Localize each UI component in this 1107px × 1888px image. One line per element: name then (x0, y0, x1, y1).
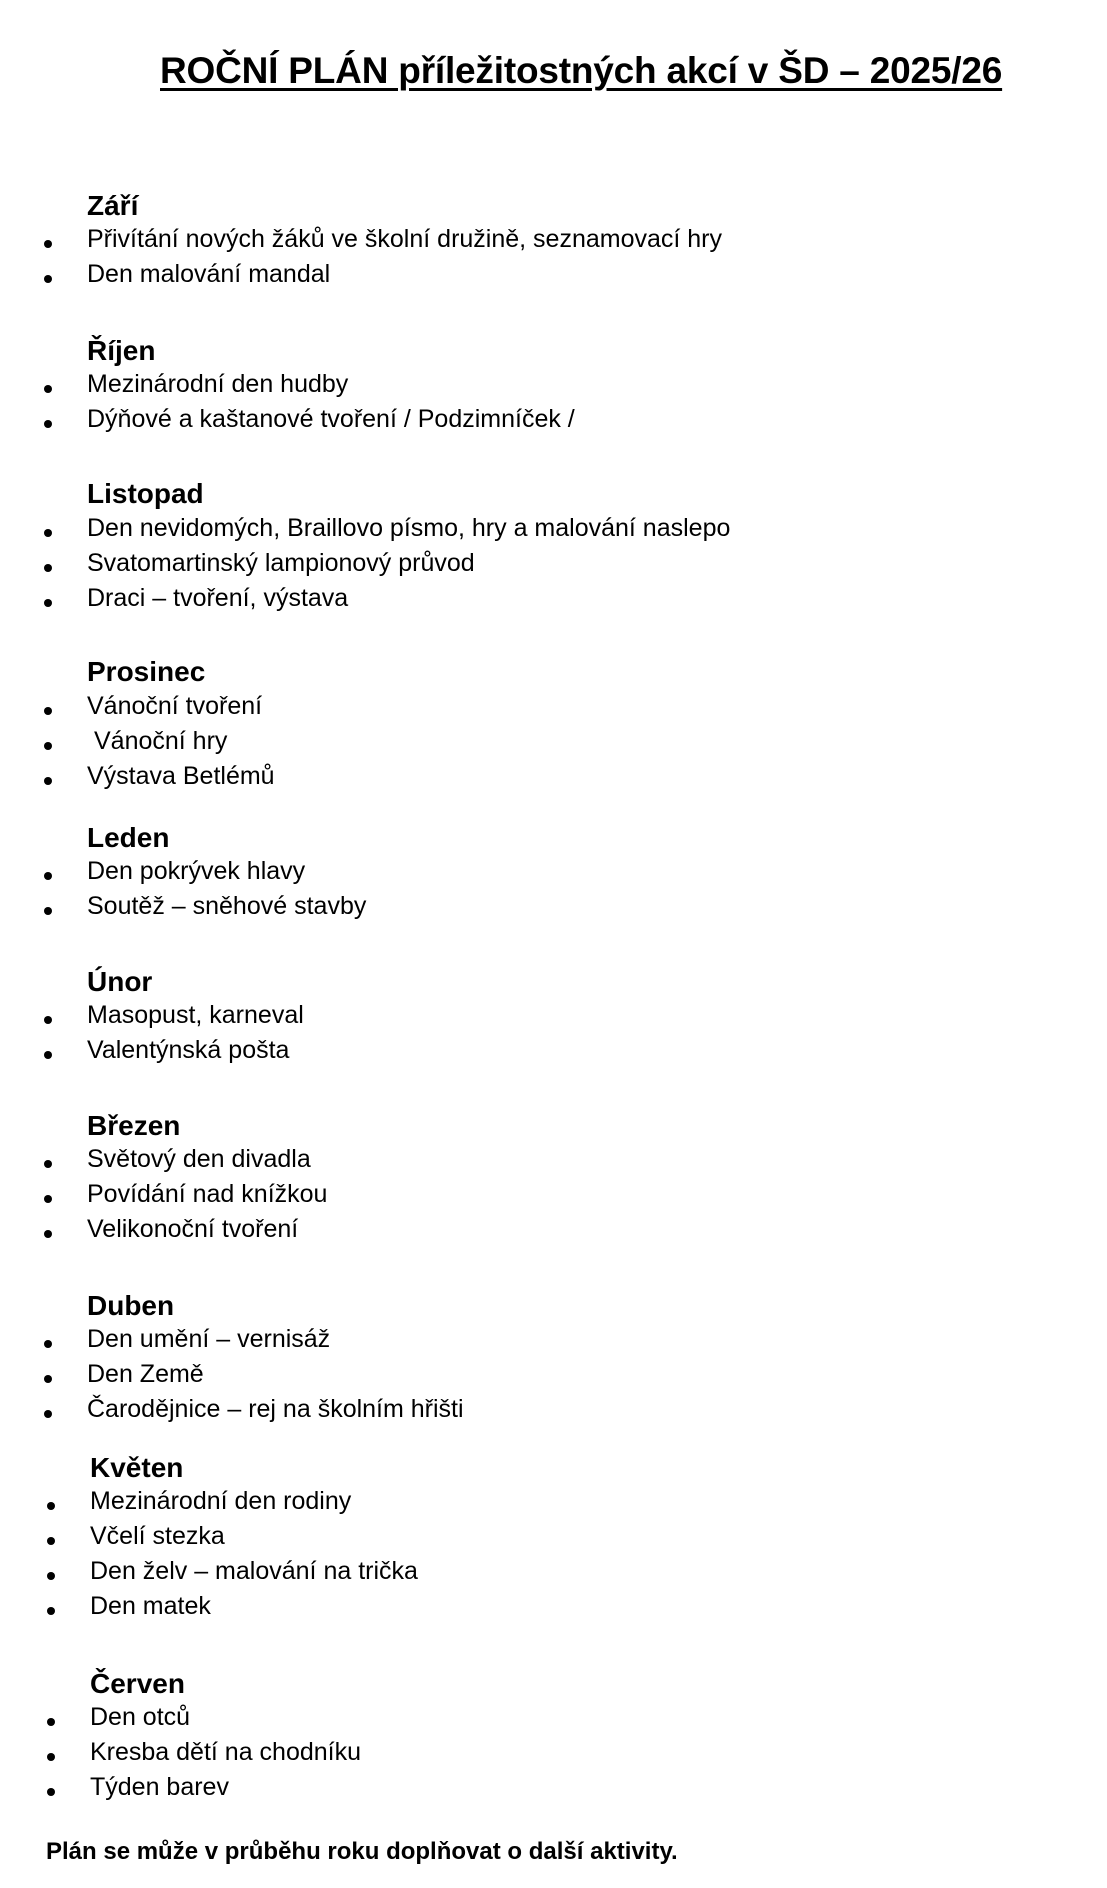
list-item (0, 1557, 1107, 1592)
bullet-icon (44, 529, 52, 537)
bullet-icon (44, 872, 52, 880)
bullet-icon (44, 385, 52, 393)
list-item-text: Včelí stezka (90, 1522, 225, 1550)
month-heading: Listopad (87, 478, 204, 509)
list-item (0, 1395, 1107, 1430)
bullet-icon (44, 275, 52, 283)
list-item (0, 762, 1107, 797)
list-item-text: Den malování mandal (87, 260, 331, 288)
list-item (0, 584, 1107, 619)
bullet-icon (44, 777, 52, 785)
list-item-text: Týden barev (90, 1773, 229, 1801)
list-item (0, 1036, 1107, 1071)
list-item-text: Den pokrývek hlavy (87, 857, 306, 885)
list-item-text: Dýňové a kaštanové tvoření / Podzimníček / (87, 405, 575, 433)
bullet-icon (47, 1572, 55, 1580)
bullet-icon (44, 564, 52, 572)
list-item (0, 370, 1107, 405)
list-item-text: Přivítání nových žáků ve školní družině, seznamovací hry (87, 225, 723, 253)
list-item-text: Výstava Betlémů (87, 762, 275, 790)
list-item (0, 1592, 1107, 1627)
list-item-text: Mezinárodní den rodiny (90, 1487, 352, 1515)
list-item-text: Kresba dětí na chodníku (90, 1738, 362, 1766)
list-item-text: Vánoční hry (94, 727, 228, 755)
list-item-text: Draci – tvoření, výstava (87, 584, 349, 612)
month-heading: Červen (90, 1668, 185, 1699)
month-heading: Prosinec (87, 656, 206, 687)
list-item (0, 1360, 1107, 1395)
list-item (0, 892, 1107, 927)
list-item-text: Den umění – vernisáž (87, 1325, 331, 1353)
month-heading: Duben (87, 1290, 175, 1321)
list-item-text: Den nevidomých, Braillovo písmo, hry a malování naslepo (87, 514, 731, 542)
list-item-text: Den matek (90, 1592, 211, 1620)
bullet-icon (44, 240, 52, 248)
bullet-icon (44, 420, 52, 428)
bullet-icon (44, 1375, 52, 1383)
list-item (0, 1001, 1107, 1036)
bullet-icon (47, 1537, 55, 1545)
bullet-icon (47, 1753, 55, 1761)
list-item-text: Masopust, karneval (87, 1001, 304, 1029)
list-item-text: Vánoční tvoření (87, 692, 263, 720)
bullet-icon (44, 907, 52, 915)
bullet-icon (44, 1160, 52, 1168)
list-item (0, 514, 1107, 549)
list-item-text: Den želv – malování na trička (90, 1557, 418, 1585)
list-item (0, 1180, 1107, 1215)
bullet-icon (44, 707, 52, 715)
list-item-text: Den Země (87, 1360, 204, 1388)
bullet-icon (47, 1788, 55, 1796)
month-heading: Únor (87, 966, 153, 997)
list-item (0, 1145, 1107, 1180)
list-item (0, 1215, 1107, 1250)
list-item (0, 1522, 1107, 1557)
list-item (0, 1325, 1107, 1360)
list-item (0, 1487, 1107, 1522)
list-item-text: Den otců (90, 1703, 191, 1731)
bullet-icon (44, 742, 52, 750)
bullet-icon (47, 1607, 55, 1615)
list-item (0, 260, 1107, 295)
list-item (0, 225, 1107, 260)
month-heading: Leden (87, 822, 170, 853)
list-item-text: Valentýnská pošta (87, 1036, 290, 1064)
list-item-text: Svatomartinský lampionový průvod (87, 549, 475, 577)
list-item (0, 1773, 1107, 1808)
bullet-icon (44, 1016, 52, 1024)
bullet-icon (44, 1410, 52, 1418)
bullet-icon (44, 1340, 52, 1348)
month-heading: Březen (87, 1110, 181, 1141)
bullet-icon (47, 1502, 55, 1510)
page-title: ROČNÍ PLÁN příležitostných akcí v ŠD – 2025/26 (160, 50, 1003, 91)
bullet-icon (44, 1051, 52, 1059)
list-item-text: Soutěž – sněhové stavby (87, 892, 367, 920)
footer-note: Plán se může v průběhu roku doplňovat o další aktivity. (46, 1838, 678, 1865)
list-item-text: Povídání nad knížkou (87, 1180, 328, 1208)
list-item-text: Velikonoční tvoření (87, 1215, 299, 1243)
list-item-text: Čarodějnice – rej na školním hřišti (87, 1395, 464, 1423)
bullet-icon (47, 1718, 55, 1726)
list-item-text: Mezinárodní den hudby (87, 370, 349, 398)
list-item (0, 1738, 1107, 1773)
bullet-icon (44, 1195, 52, 1203)
bullet-icon (44, 599, 52, 607)
month-heading: Květen (90, 1452, 184, 1483)
list-item (0, 549, 1107, 584)
list-item (0, 692, 1107, 727)
month-heading: Říjen (87, 335, 156, 366)
bullet-icon (44, 1230, 52, 1238)
list-item (0, 1703, 1107, 1738)
list-item (0, 727, 1107, 762)
month-heading: Září (87, 190, 139, 221)
list-item-text: Světový den divadla (87, 1145, 311, 1173)
list-item (0, 405, 1107, 440)
list-item (0, 857, 1107, 892)
